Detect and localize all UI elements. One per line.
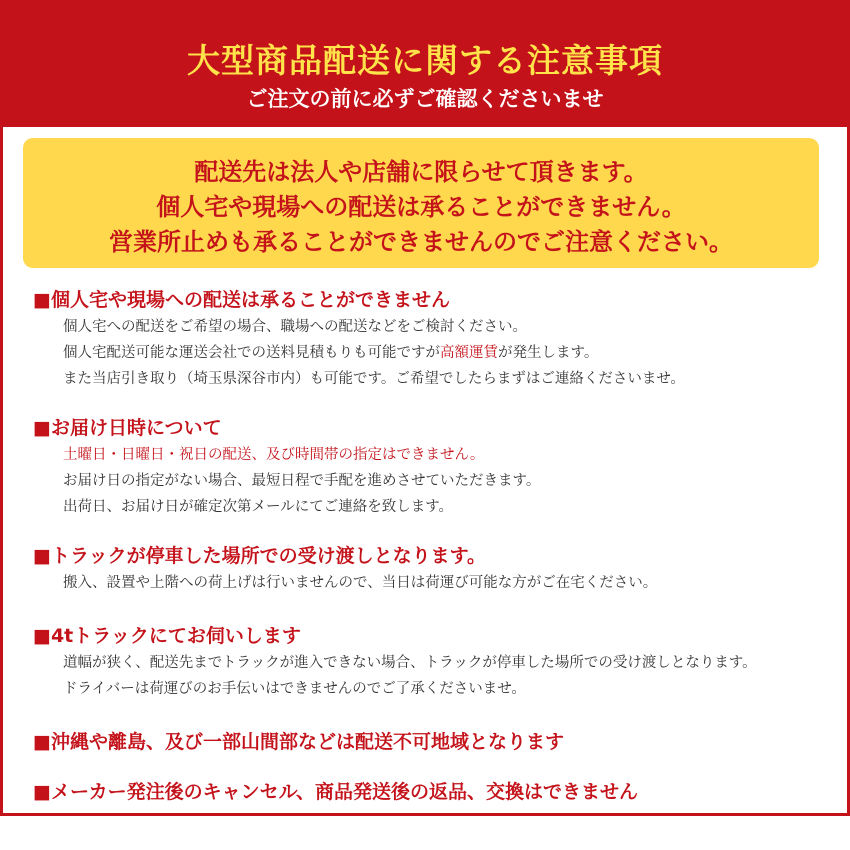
section-text: また当店引き取り（埼玉県深谷市内）も可能です。ご希望でしたらまずはご連絡くださいませ。 xyxy=(63,371,685,387)
notice-line: 個人宅や現場への配送は承ることができません。 xyxy=(156,193,686,221)
section-text: 個人宅への配送をご希望の場合、職場への配送などをご検討ください。 xyxy=(63,319,527,335)
section-heading: ■4tトラックにてお伺いします xyxy=(33,625,301,647)
section-4t-truck xyxy=(33,622,833,702)
important-notice-box xyxy=(23,138,819,268)
section-text: 搬入、設置や上階への荷上げは行いませんので、当日は荷運び可能な方がご在宅ください。 xyxy=(63,575,658,591)
header-banner xyxy=(3,3,847,127)
section-residential-delivery xyxy=(33,286,833,392)
notice-line: 配送先は法人や店舗に限らせて頂きます。 xyxy=(194,158,648,186)
section-text: 出荷日、お届け日が確定次第メールにてご連絡を致します。 xyxy=(63,499,454,515)
section-heading: ■お届け日時について xyxy=(33,417,222,439)
notice-line: 営業所止めも承ることができませんのでご注意ください。 xyxy=(109,228,733,256)
page-title: 大型商品配送に関する注意事項 xyxy=(187,41,663,80)
section-undeliverable-areas xyxy=(33,728,833,756)
section-text-part: 個人宅配送可能な運送会社での送料見積もりも可能ですが xyxy=(63,345,440,361)
section-text-warning: 土曜日・日曜日・祝日の配送、及び時間帯の指定はできません。 xyxy=(63,447,485,463)
high-freight-highlight: 高額運賃 xyxy=(440,345,498,361)
section-text: 道幅が狭く、配送先までトラックが進入できない場合、トラックが停車した場所での受け渡しとなります。 xyxy=(63,655,757,671)
section-truck-handover xyxy=(33,542,833,596)
section-text xyxy=(33,340,833,366)
section-heading: ■沖縄や離島、及び一部山間部などは配送不可地域となります xyxy=(33,731,564,753)
section-text: ドライバーは荷運びのお手伝いはできませんのでご了承くださいませ。 xyxy=(63,681,526,697)
section-text-part: が発生します。 xyxy=(498,345,599,361)
section-text: お届け日の指定がない場合、最短日程で手配を進めさせていただきます。 xyxy=(63,473,541,489)
section-heading: ■トラックが停車した場所での受け渡しとなります。 xyxy=(33,545,487,567)
section-heading: ■個人宅や現場への配送は承ることができません xyxy=(33,289,450,311)
page-subtitle: ご注文の前に必ずご確認くださいませ xyxy=(246,87,604,111)
section-heading: ■メーカー発注後のキャンセル、商品発送後の返品、交換はできません xyxy=(33,781,639,803)
section-delivery-date xyxy=(33,414,833,520)
section-no-cancellation xyxy=(33,778,833,806)
